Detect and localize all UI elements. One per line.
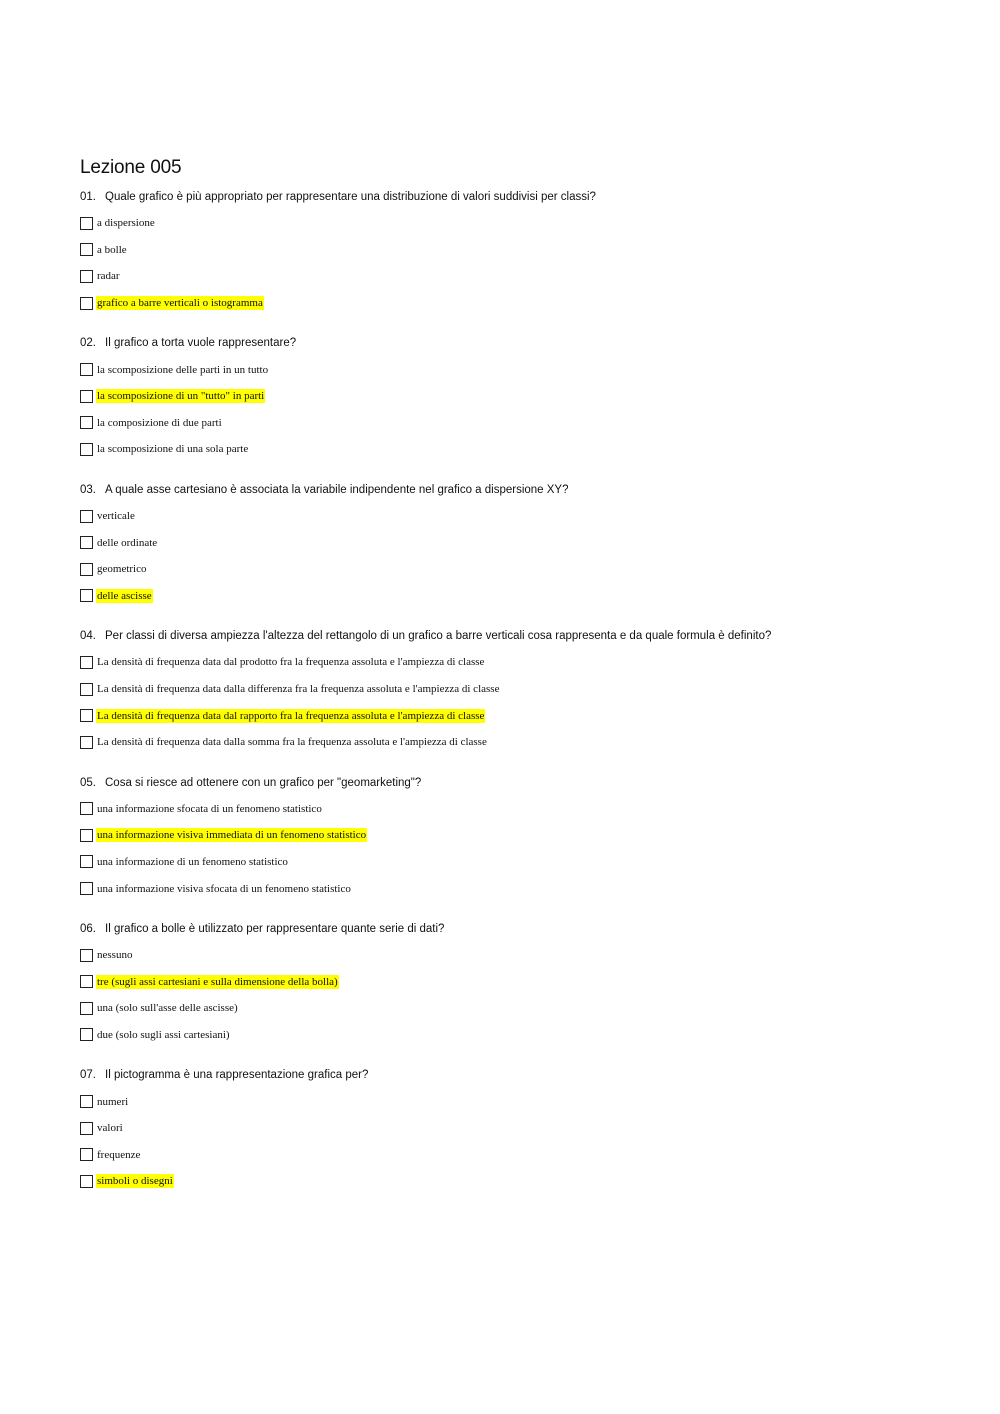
answer-label-highlighted: la scomposizione di un "tutto" in parti — [97, 390, 265, 403]
answer-label: a bolle — [97, 243, 127, 256]
answer-label: La densità di frequenza data dalla somma fra la frequenza assoluta e l'ampiezza di classe — [97, 736, 487, 749]
answer-option[interactable] — [80, 649, 960, 676]
answer-checkbox[interactable] — [80, 1028, 93, 1041]
answer-checkbox[interactable] — [80, 736, 93, 749]
answer-label: delle ordinate — [97, 536, 158, 549]
answer-label: due (solo sugli assi cartesiani) — [97, 1028, 230, 1041]
answer-checkbox[interactable] — [80, 297, 93, 310]
answer-checkbox[interactable] — [80, 443, 93, 456]
answer-checkbox[interactable] — [80, 709, 93, 722]
quiz-page — [80, 155, 960, 1212]
answer-label: numeri — [97, 1095, 129, 1108]
question-number: 06. — [80, 922, 96, 935]
answer-option[interactable] — [80, 849, 960, 876]
answer-checkbox[interactable] — [80, 390, 93, 403]
question-text — [80, 626, 960, 646]
lesson-title: Lezione 005 — [80, 157, 182, 178]
answer-checkbox[interactable] — [80, 363, 93, 376]
question-number: 02. — [80, 337, 96, 350]
answer-checkbox[interactable] — [80, 802, 93, 815]
answer-checkbox[interactable] — [80, 656, 93, 669]
answer-label: valori — [97, 1122, 123, 1135]
answer-option[interactable] — [80, 263, 960, 290]
answer-label-highlighted: tre (sugli assi cartesiani e sulla dimensione della bolla) — [97, 975, 338, 988]
answer-option[interactable] — [80, 503, 960, 530]
answer-label-highlighted: delle ascisse — [97, 589, 152, 602]
question-5 — [80, 773, 960, 902]
answer-option[interactable] — [80, 942, 960, 969]
answer-option[interactable] — [80, 822, 960, 849]
question-label: A quale asse cartesiano è associata la variabile indipendente nel grafico a dispersione XY? — [105, 483, 569, 496]
answer-option[interactable] — [80, 210, 960, 237]
question-number: 07. — [80, 1069, 96, 1082]
question-7 — [80, 1065, 960, 1194]
answer-checkbox[interactable] — [80, 416, 93, 429]
answer-label-highlighted: simboli o disegni — [97, 1175, 173, 1188]
question-label: Per classi di diversa ampiezza l'altezza del rettangolo di un grafico a barre verticali cosa rappresenta e da quale formula è definito? — [105, 630, 772, 643]
question-label: Cosa si riesce ad ottenere con un grafico per "geomarketing"? — [105, 776, 422, 789]
answer-option[interactable] — [80, 1141, 960, 1168]
answer-option[interactable] — [80, 796, 960, 823]
answer-label: una (solo sull'asse delle ascisse) — [97, 1002, 238, 1015]
answer-label: nessuno — [97, 949, 133, 962]
question-number: 04. — [80, 630, 96, 643]
answer-label: a dispersione — [97, 217, 155, 230]
question-text — [80, 480, 960, 500]
question-number: 01. — [80, 191, 96, 203]
question-4 — [80, 626, 960, 755]
answer-checkbox[interactable] — [80, 243, 93, 256]
answer-checkbox[interactable] — [80, 829, 93, 842]
answer-option[interactable] — [80, 237, 960, 264]
question-list — [80, 187, 960, 1195]
answer-checkbox[interactable] — [80, 683, 93, 696]
answer-option[interactable] — [80, 290, 960, 317]
answer-checkbox[interactable] — [80, 949, 93, 962]
answer-checkbox[interactable] — [80, 270, 93, 283]
answer-option[interactable] — [80, 410, 960, 437]
answer-checkbox[interactable] — [80, 1175, 93, 1188]
answer-label: La densità di frequenza data dal prodotto fra la frequenza assoluta e l'ampiezza di classe — [97, 656, 485, 669]
answer-checkbox[interactable] — [80, 589, 93, 602]
answer-option[interactable] — [80, 995, 960, 1022]
answer-option[interactable] — [80, 968, 960, 995]
question-label: Il grafico a torta vuole rappresentare? — [105, 337, 297, 350]
answer-option[interactable] — [80, 556, 960, 583]
question-2 — [80, 333, 960, 462]
answer-label: la scomposizione di una sola parte — [97, 443, 249, 456]
answer-checkbox[interactable] — [80, 1122, 93, 1135]
question-label: Quale grafico è più appropriato per rappresentare una distribuzione di valori suddivisi per classi? — [105, 191, 596, 203]
answer-option[interactable] — [80, 583, 960, 610]
answer-checkbox[interactable] — [80, 1002, 93, 1015]
answer-label: radar — [97, 270, 120, 283]
answer-option[interactable] — [80, 702, 960, 729]
answer-label: una informazione di un fenomeno statistico — [97, 855, 288, 868]
answer-label: una informazione visiva sfocata di un fenomeno statistico — [97, 882, 351, 895]
question-text — [80, 919, 960, 939]
answer-option[interactable] — [80, 1022, 960, 1049]
question-text — [80, 1065, 960, 1085]
answer-checkbox[interactable] — [80, 563, 93, 576]
question-text — [80, 333, 960, 353]
question-label: Il pictogramma è una rappresentazione grafica per? — [105, 1069, 369, 1082]
answer-option[interactable] — [80, 383, 960, 410]
answer-option[interactable] — [80, 1168, 960, 1195]
answer-option[interactable] — [80, 875, 960, 902]
answer-option[interactable] — [80, 1115, 960, 1142]
question-number: 05. — [80, 776, 96, 789]
answer-checkbox[interactable] — [80, 975, 93, 988]
answer-checkbox[interactable] — [80, 855, 93, 868]
answer-checkbox[interactable] — [80, 217, 93, 230]
question-text — [80, 187, 960, 207]
answer-label: frequenze — [97, 1148, 141, 1161]
question-text — [80, 773, 960, 793]
answer-checkbox[interactable] — [80, 536, 93, 549]
answer-label-highlighted: La densità di frequenza data dal rapporto fra la frequenza assoluta e l'ampiezza di classe — [97, 709, 485, 722]
answer-label: verticale — [97, 510, 135, 523]
question-number: 03. — [80, 483, 96, 496]
answer-option[interactable] — [80, 1088, 960, 1115]
answer-checkbox[interactable] — [80, 1095, 93, 1108]
answer-option[interactable] — [80, 436, 960, 463]
answer-label: la scomposizione delle parti in un tutto — [97, 363, 269, 376]
answer-label: geometrico — [97, 563, 147, 576]
answer-checkbox[interactable] — [80, 510, 93, 523]
answer-option[interactable] — [80, 729, 960, 756]
question-label: Il grafico a bolle è utilizzato per rappresentare quante serie di dati? — [105, 922, 445, 935]
question-3 — [80, 480, 960, 609]
answer-label-highlighted: una informazione visiva immediata di un fenomeno statistico — [97, 829, 367, 842]
answer-label: una informazione sfocata di un fenomeno statistico — [97, 802, 322, 815]
answer-checkbox[interactable] — [80, 882, 93, 895]
question-6 — [80, 919, 960, 1048]
answer-option[interactable] — [80, 676, 960, 703]
answer-option[interactable] — [80, 356, 960, 383]
answer-label: La densità di frequenza data dalla differenza fra la frequenza assoluta e l'ampiezza di classe — [97, 683, 500, 696]
answer-option[interactable] — [80, 529, 960, 556]
question-1 — [80, 187, 960, 316]
answer-label-highlighted: grafico a barre verticali o istogramma — [97, 297, 263, 310]
answer-checkbox[interactable] — [80, 1148, 93, 1161]
answer-label: la composizione di due parti — [97, 416, 222, 429]
